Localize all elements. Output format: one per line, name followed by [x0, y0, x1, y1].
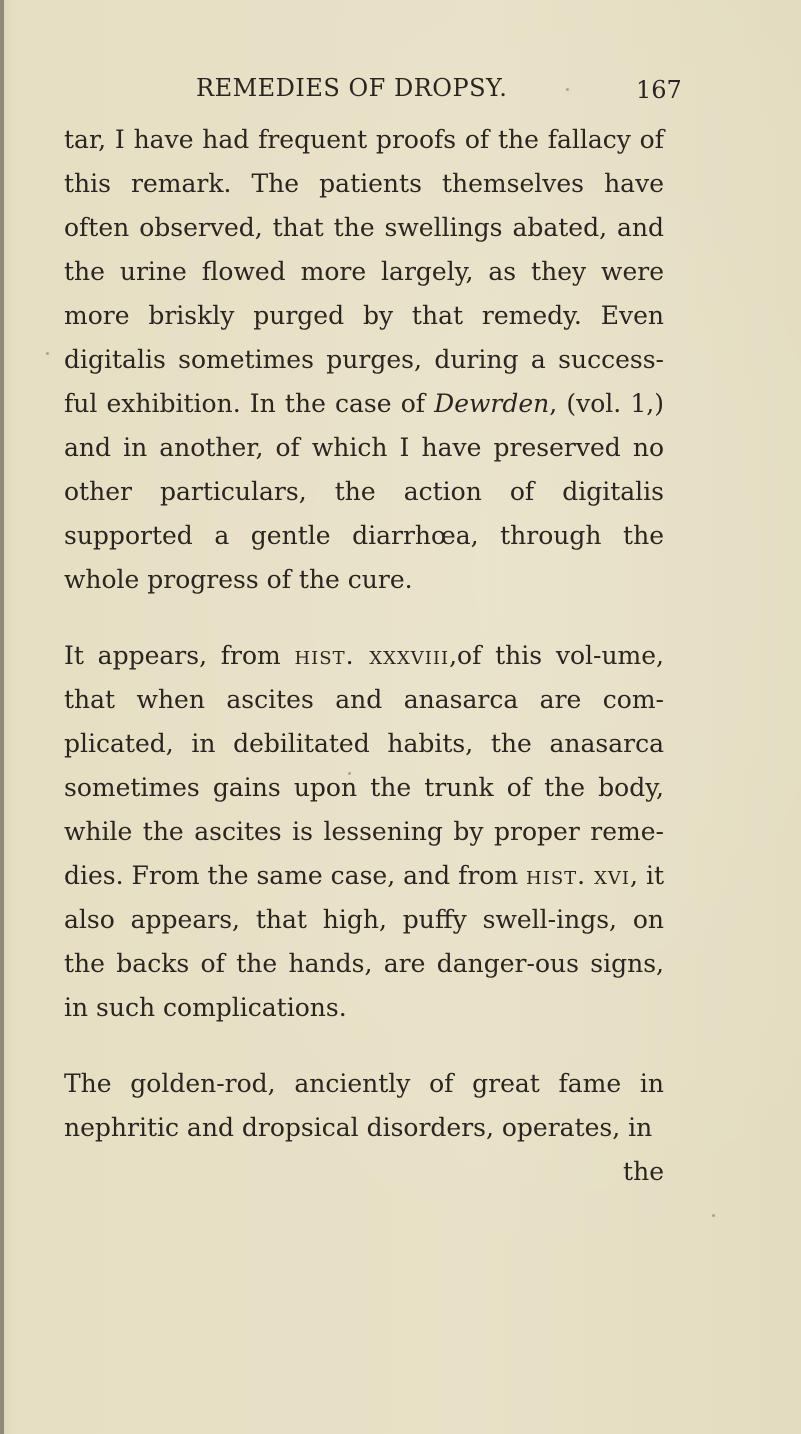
running-head	[196, 74, 682, 114]
running-title: REMEDIES OF DROPSY.	[196, 74, 508, 102]
patient-name-italic: Dewrden	[434, 389, 550, 418]
catchword: the	[623, 1157, 664, 1186]
paragraph-3: The golden-rod, anciently of great fame in nephritic and dropsical disorders, operates, in	[64, 1069, 664, 1142]
binding-edge	[0, 0, 4, 1434]
paper-speck	[46, 352, 49, 355]
paper-speck	[712, 1214, 715, 1217]
body-text	[64, 118, 664, 1194]
history-reference-hist: hist.	[526, 861, 587, 890]
history-reference-38: hist. xxxviii	[294, 641, 450, 670]
paragraph-1-text-a: tar, I have had frequent proofs of the fallacy of this remark. The patients themselves have often observed, that the swellings abated, and the urine flowed more largely, as they were more briskly purged by that remedy. Even digitalis sometimes purges, during a success-ful exhibition. In the case of	[64, 125, 664, 418]
paragraph-2	[64, 634, 664, 1030]
paragraph-1	[64, 118, 664, 602]
paper-speck	[566, 88, 569, 91]
paragraph-2-text-b: ,of this vol-ume, that when ascites and anasarca are com-plicated, in debilitated habits, the anasarca sometimes gains upon the trunk of the body, while the ascites is lessening by proper reme-dies. From the same case, and from	[64, 641, 665, 890]
paragraph-2-text-d: , it also appears, that high, puffy swell-ings, on the backs of the hands, are danger-ous signs, in such complications.	[64, 861, 664, 1022]
paragraph-2-text-c	[586, 861, 594, 890]
paragraph-2-text-a: It appears, from	[64, 641, 295, 670]
history-reference-16: xvi	[594, 861, 631, 890]
paragraph-1-text-b: , (vol. 1,) and in another, of which I have preserved no other particulars, the action of digitalis supported a gentle diarrhœa, through the whole progress of the cure.	[64, 389, 664, 594]
page-number: 167	[636, 76, 682, 104]
paper-speck	[348, 772, 351, 775]
